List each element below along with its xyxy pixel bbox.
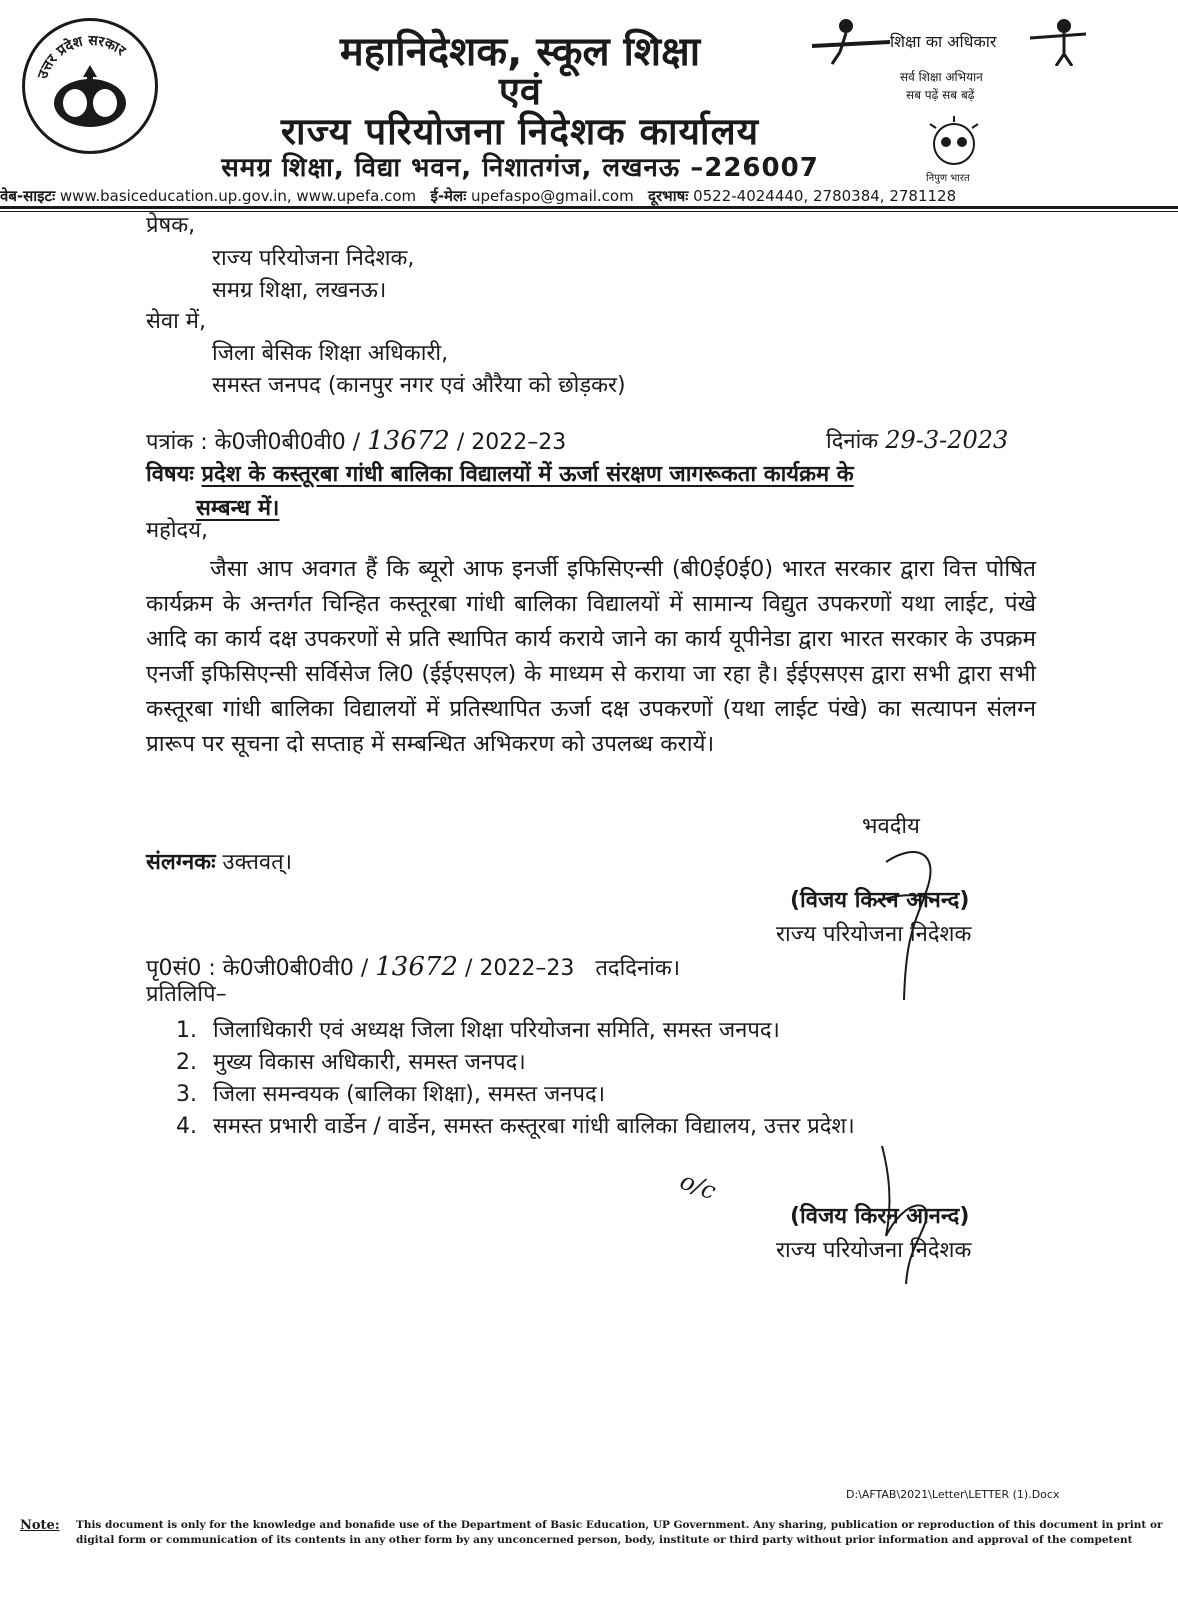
- rte-child-figure-icon: [1030, 16, 1090, 66]
- enclosure-label: संलग्नकः: [146, 850, 216, 875]
- sab-padhe-label: सब पढ़ें सब बढ़ें: [906, 88, 975, 102]
- seal-emblem-icon: [25, 21, 155, 151]
- subject-label: विषयः: [146, 462, 194, 487]
- up-government-seal: [22, 18, 158, 154]
- copy-reference-line: [146, 954, 680, 980]
- copy-item-number: 4.: [176, 1114, 197, 1139]
- copy-item-number: 1.: [176, 1018, 197, 1043]
- reference-line: [146, 428, 566, 454]
- salutation: महोदय,: [146, 518, 208, 543]
- sarva-shiksha-label: सर्व शिक्षा अभियान: [900, 70, 983, 84]
- recipient-line-1: जिला बेसिक शिक्षा अधिकारी,: [212, 341, 449, 366]
- note-label: Note:: [20, 1518, 60, 1533]
- subject-block: [146, 458, 1046, 526]
- letterhead-rule: [0, 206, 1178, 209]
- signature-1-icon: [846, 832, 956, 1002]
- signatory-2-title: राज्य परियोजना निदेशक: [776, 1238, 972, 1263]
- right-to-education-label: शिक्षा का अधिकार: [890, 32, 997, 51]
- rte-children-icon: [812, 16, 892, 66]
- letterhead-line-1: महानिदेशक, स्कूल शिक्षा: [339, 29, 701, 75]
- subject-text-2: सम्बन्ध में।: [196, 496, 280, 521]
- copy-reference-number-handwritten: 13672: [375, 952, 458, 982]
- date-label: दिनांक: [826, 429, 879, 454]
- copy-item: [176, 1014, 780, 1044]
- closing: भवदीय: [862, 814, 920, 839]
- note-text: This document is only for the knowledge and bonafide use of the Department of Basic Education, UP Government. Any sharing, publication or reproduction of this document in print or digital form or communication of its contents in any other form by any unconcerned person, body, institute or third party without prior information and approval of the competent: [76, 1519, 1163, 1546]
- signatory-name: (विजय किरन आनन्द): [790, 888, 970, 913]
- nipun-bharat-label: निपुण भारत: [926, 173, 970, 184]
- svg-text:उत्तर प्रदेश सरकार: [35, 33, 130, 82]
- letterhead-line-3: राज्य परियोजना निदेशक कार्यालय: [280, 110, 760, 153]
- recipient-label: सेवा में,: [146, 309, 206, 334]
- letter-body: जैसा आप अवगत हैं कि ब्यूरो आफ इनर्जी इफिसिएन्सी (बी0ई0ई0) भारत सरकार द्वारा वित्त पोषित कार्यक्रम के अन्तर्गत चिन्हित कस्तूरबा गांधी बालिका विद्यालयों में सामान्य विद्युत उपकरणों यथा लाईट, पंखे आदि का कार्य दक्ष उपकरणों से प्रति स्थापित कार्य कराये जाने का कार्य यूपीनेडा द्वारा भारत सरकार के उपक्रम एनर्जी इफिसिएन्सी सर्विसेज लि0 (ईईएसएल) के माध्यम से कराया जा रहा है। ईईएसएस द्वारा सभी द्वारा सभी कस्तूरबा गांधी बालिका विद्यालयों में प्रतिस्थापित ऊर्जा दक्ष उपकरणों (यथा लाईट पंखे) का सत्यापन संलग्न प्रारूप पर सूचना दो सप्ताह में सम्बन्धित अभिकरण को उपलब्ध करायें।: [146, 556, 1036, 757]
- reference-date: [826, 428, 1008, 453]
- copy-reference-label: पृ0सं0 : के0जी0बी0वी0 /: [146, 956, 369, 981]
- subject-text: प्रदेश के कस्तूरबा गांधी बालिका विद्यालयों में ऊर्जा संरक्षण जागरूकता कार्यक्रम के: [201, 462, 854, 487]
- signatory-2-name: (विजय किरन आनन्द): [790, 1204, 970, 1229]
- copy-item: [176, 1078, 605, 1108]
- phone-label: दूरभाषः: [648, 187, 689, 205]
- copy-item-number: 2.: [176, 1050, 197, 1075]
- reference-number-handwritten: 13672: [367, 426, 450, 456]
- letterhead-rule-thin: [0, 211, 1178, 212]
- file-path: D:\AFTAB\2021\Letter\LETTER (1).Docx: [846, 1488, 1060, 1501]
- handwritten-oc: o/c: [676, 1166, 720, 1206]
- enclosure-text: उक्तवत्।: [222, 850, 293, 875]
- reference-year: / 2022–23: [456, 430, 567, 455]
- letterhead-address: समग्र शिक्षा, विद्या भवन, निशातगंज, लखनऊ –226007: [221, 153, 819, 183]
- seal-text: उत्तर प्रदेश सरकार: [34, 32, 129, 81]
- signatory-title: राज्य परियोजना निदेशक: [776, 922, 972, 947]
- copy-item-text: जिला समन्वयक (बालिका शिक्षा), समस्त जनपद।: [213, 1082, 606, 1107]
- copy-item: [176, 1110, 855, 1140]
- email-label: ई-मेलः: [430, 187, 467, 205]
- copy-label: प्रतिलिपि–: [146, 982, 227, 1007]
- letterhead-line-2: एवं: [498, 69, 542, 113]
- website-label: वेब-साइटः: [0, 187, 56, 205]
- email-address: upefaspo@gmail.com: [471, 187, 634, 205]
- copy-reference-date: तददिनांक।: [595, 956, 681, 981]
- copy-item-number: 3.: [176, 1082, 197, 1107]
- website-links: www.basiceducation.up.gov.in, www.upefa.com: [59, 187, 417, 205]
- reference-label: पत्रांक : के0जी0बी0वी0 /: [146, 430, 361, 455]
- letterhead-contact-line: [0, 186, 1178, 206]
- recipient-line-2: समस्त जनपद (कानपुर नगर एवं औरैया को छोड़कर): [212, 373, 626, 398]
- copy-item-text: समस्त प्रभारी वार्डेन / वार्डेन, समस्त कस्तूरबा गांधी बालिका विद्यालय, उत्तर प्रदेश।: [213, 1114, 855, 1139]
- sender-line-2: समग्र शिक्षा, लखनऊ।: [212, 278, 387, 303]
- sender-line-1: राज्य परियोजना निदेशक,: [212, 246, 415, 271]
- copy-item-text: मुख्य विकास अधिकारी, समस्त जनपद।: [213, 1050, 526, 1075]
- enclosure: [146, 852, 292, 874]
- copy-item-text: जिलाधिकारी एवं अध्यक्ष जिला शिक्षा परियोजना समिति, समस्त जनपद।: [213, 1018, 780, 1043]
- copy-item: [176, 1046, 526, 1076]
- date-handwritten: 29-3-2023: [885, 426, 1009, 454]
- nipun-bharat-logo-icon: [914, 112, 994, 170]
- phone-numbers: 0522-4024440, 2780384, 2781128: [693, 187, 957, 205]
- sender-label: प्रेषक,: [146, 213, 196, 238]
- copy-reference-year: / 2022–23: [464, 956, 575, 981]
